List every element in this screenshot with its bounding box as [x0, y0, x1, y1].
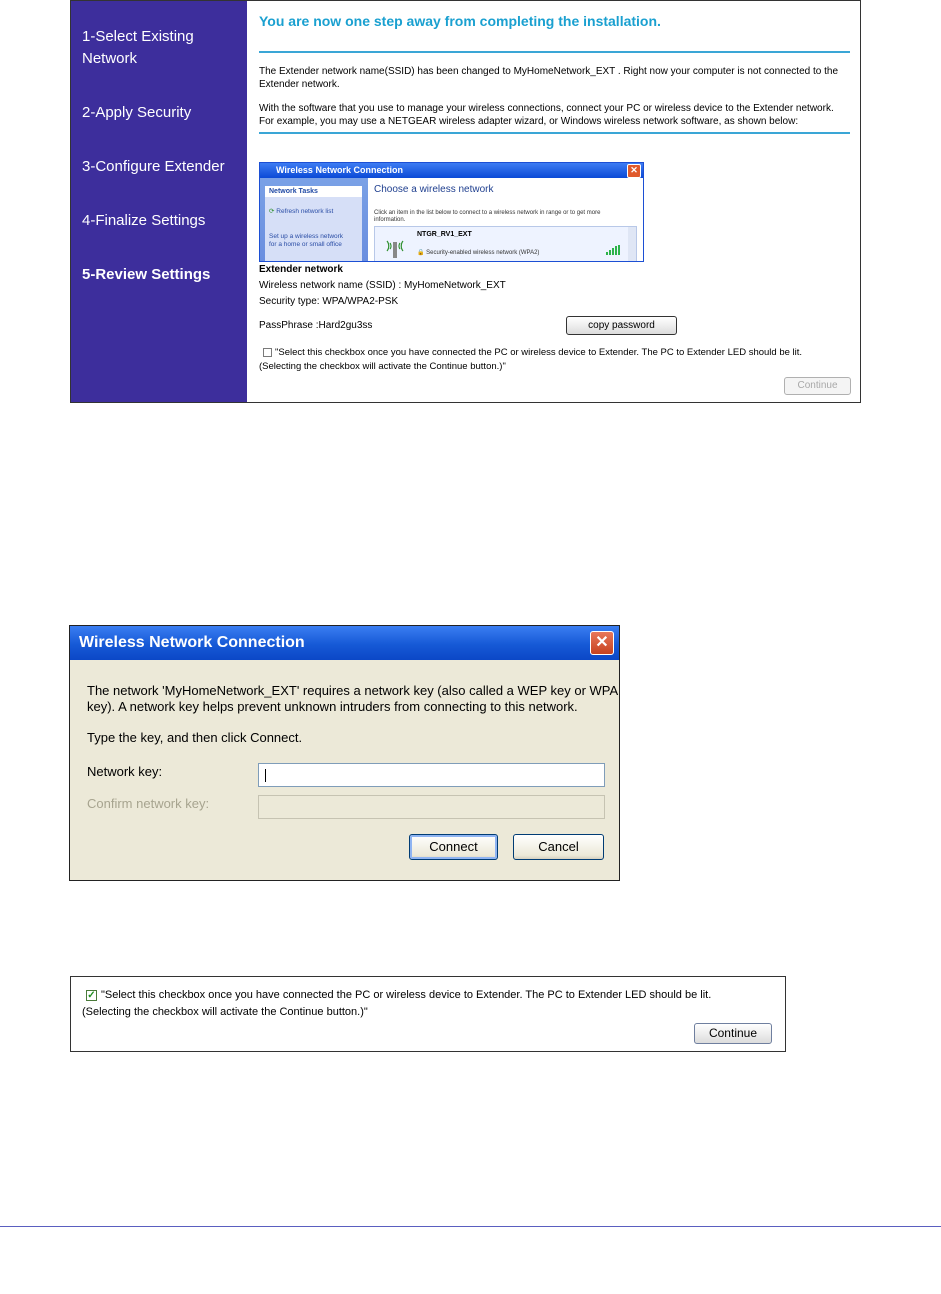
network-name: NTGR_RV1_EXT	[417, 231, 472, 238]
confirm-key-label: Confirm network key:	[87, 796, 210, 811]
network-tasks-pane	[260, 178, 368, 261]
lock-icon: 🔒	[417, 250, 425, 256]
connect-button[interactable]: Connect	[409, 834, 498, 860]
dialog-instruction: Type the key, and then click Connect.	[87, 730, 303, 745]
network-security	[417, 249, 539, 256]
dialog-message-line2: key). A network key helps prevent unknown intruders from connecting to this network.	[87, 699, 578, 714]
network-list-pane	[368, 178, 643, 261]
continue-button[interactable]: Continue	[694, 1023, 772, 1044]
sidebar-item-select-network[interactable]	[82, 26, 194, 70]
cancel-button[interactable]: Cancel	[513, 834, 604, 860]
confirm-key-input[interactable]	[258, 795, 605, 819]
dialog-titlebar	[70, 626, 619, 660]
sidebar-item-review-settings[interactable]: 5-Review Settings	[82, 266, 211, 283]
wizard-sidebar	[71, 1, 247, 402]
network-key-dialog	[69, 625, 620, 881]
instructions-line1: With the software that you use to manage your wireless connections, connect your PC or wireless device to the Extender network.	[259, 103, 834, 114]
connected-checkbox[interactable]	[263, 348, 272, 357]
scrollbar	[628, 227, 636, 262]
network-security-label: Security-enabled wireless network (WPA2)	[426, 250, 540, 256]
divider	[259, 51, 850, 53]
checkbox-text-line2: (Selecting the checkbox will activate the Continue button.)"	[259, 361, 506, 372]
choose-network-description: Click an item in the list below to connect to a wireless network in range or to get more information.	[374, 210, 601, 223]
page-title: You are now one step away from completing the installation.	[259, 13, 661, 29]
wireless-connection-example-image	[259, 162, 644, 262]
dialog-title: Wireless Network Connection	[79, 634, 305, 651]
choose-network-title: Choose a wireless network	[374, 184, 494, 195]
checkbox-continue-panel	[70, 976, 786, 1052]
text-caret	[265, 769, 266, 782]
security-type-value: Security type: WPA/WPA2-PSK	[259, 296, 399, 307]
checkbox-text-line1: "Select this checkbox once you have connected the PC or wireless device to Extender. The PC to Extender LED should be lit.	[275, 347, 803, 358]
ssid-changed-text: The Extender network name(SSID) has been changed to MyHomeNetwork_EXT . Right now your computer is not connected to the Extender network.	[259, 66, 838, 90]
wireless-antenna-icon	[383, 233, 407, 259]
close-icon[interactable]: ✕	[590, 631, 614, 655]
mini-window-title: Wireless Network Connection	[276, 165, 403, 175]
network-list-item	[374, 226, 637, 262]
step-label-line1: 1-Select Existing	[82, 28, 194, 45]
divider	[259, 132, 850, 134]
copy-password-button[interactable]: copy password	[566, 316, 677, 335]
refresh-network-list-link	[269, 208, 333, 216]
refresh-icon: ⟳	[269, 208, 275, 215]
signal-strength-icon	[606, 245, 622, 255]
panel-text-line1: "Select this checkbox once you have connected the PC or wireless device to Extender. The PC to Extender LED should be lit.	[101, 989, 712, 1001]
connected-checkbox-checked[interactable]: ✓	[87, 990, 96, 1001]
extender-network-heading: Extender network	[259, 264, 343, 275]
step-label-line2: Network	[82, 50, 138, 67]
network-tasks-header: Network Tasks	[265, 186, 362, 197]
setup-wireless-network-link	[269, 233, 343, 249]
mini-window-titlebar	[260, 163, 643, 178]
setup-network-line2: for a home or small office	[269, 241, 342, 248]
network-key-input[interactable]	[258, 763, 605, 787]
dialog-message	[87, 683, 618, 715]
page-footer-divider	[0, 1226, 941, 1227]
passphrase-value: PassPhrase :Hard2gu3ss	[259, 320, 373, 331]
sidebar-item-apply-security[interactable]: 2-Apply Security	[82, 104, 192, 121]
wizard-main	[247, 1, 860, 402]
network-key-label: Network key:	[87, 764, 163, 779]
refresh-network-list-label: Refresh network list	[276, 208, 334, 215]
ssid-value: Wireless network name (SSID) : MyHomeNetwork_EXT	[259, 280, 506, 291]
sidebar-item-configure-extender[interactable]: 3-Configure Extender	[82, 158, 225, 175]
dialog-message-line1: The network 'MyHomeNetwork_EXT' requires a network key (also called a WEP key or WPA	[87, 683, 619, 698]
setup-network-line1: Set up a wireless network	[269, 233, 344, 240]
instructions-text	[259, 102, 850, 128]
panel-text-line2: (Selecting the checkbox will activate the Continue button.)"	[82, 1006, 368, 1018]
network-tasks-box	[265, 186, 362, 262]
close-icon: ✕	[627, 164, 641, 178]
instructions-line2: For example, you may use a NETGEAR wireless adapter wizard, or Windows wireless network software, as shown below:	[259, 116, 799, 127]
extender-wizard-screenshot	[70, 0, 861, 403]
continue-button[interactable]: Continue	[784, 377, 851, 395]
sidebar-item-finalize-settings[interactable]: 4-Finalize Settings	[82, 212, 206, 229]
